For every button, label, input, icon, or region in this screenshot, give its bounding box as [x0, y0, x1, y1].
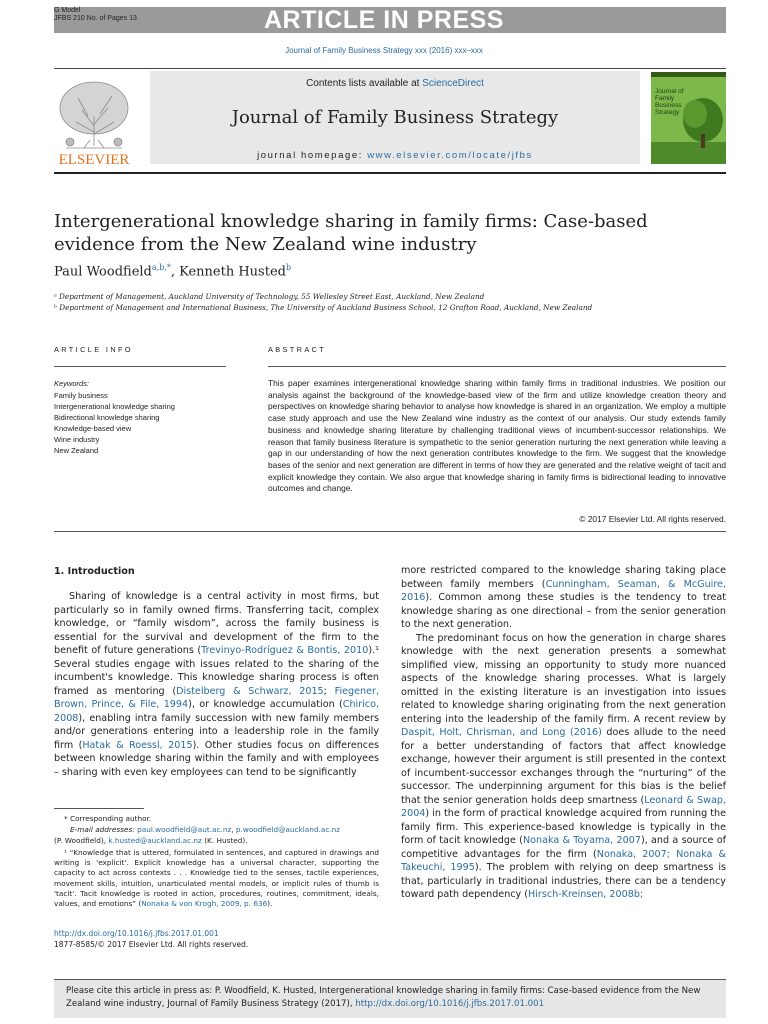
- keyword-item: Wine industry: [54, 435, 100, 444]
- abstract-rule: [268, 366, 726, 367]
- author-list: [54, 263, 291, 279]
- email-link[interactable]: p.woodfield@auckland.ac.nz: [235, 825, 341, 834]
- text-span: ;: [323, 685, 335, 697]
- journal-reference-link[interactable]: Journal of Family Business Strategy xxx (2016) xxx–xxx: [285, 46, 483, 55]
- issn-copyright: 1877-8585/© 2017 Elsevier Ltd. All rights reserved.: [54, 940, 249, 949]
- text-span: (K. Husted).: [201, 836, 248, 845]
- article-title: [54, 210, 694, 256]
- keyword-item: Intergenerational knowledge sharing: [54, 402, 175, 411]
- right-column-text: [401, 564, 726, 902]
- footnote-emails-cont: [54, 836, 379, 846]
- citation-link[interactable]: Chirico, 2008: [54, 699, 379, 724]
- affiliation-a: ᵃ Department of Management, Auckland University of Technology, 55 Wellesley Street East, Auckland, New Zealand: [54, 292, 485, 301]
- abstract-heading: ABSTRACT: [268, 345, 327, 354]
- article-in-press-title: ARTICLE IN PRESS: [264, 6, 504, 34]
- keyword-item: Bidirectional knowledge sharing: [54, 413, 160, 422]
- text-span: The predominant focus on how the generation in charge shares knowledge with the next generation presents a somewhat simplified view, missing an opportunity to study more nuanced aspects of the knowledge sharing processes. What is largely omitted in the existing literature is an investigation into issues related to knowledge sharing originating from the next generation entering into the leadership of the family firm. A recent review by: [401, 632, 726, 725]
- contents-prefix: Contents lists available at: [306, 78, 423, 89]
- citation-link[interactable]: Nonaka & von Krogh, 2009, p. 636: [141, 899, 268, 909]
- text-span: ,: [231, 825, 236, 834]
- intro-paragraph-1: [54, 590, 379, 779]
- doi-block: [54, 928, 248, 950]
- text-span: ). The problem with relying on deep smartness is that, particularly in traditional industries, there can be a tendency toward path dependency (: [401, 862, 726, 900]
- article-title-line1: Intergenerational knowledge sharing in family firms: Case-based: [54, 211, 648, 232]
- text-span: Please cite this article in press as: P. Woodfield, K. Husted, Intergenerational knowledge sharing in family firms: Case-based evidence from the New Zealand wine industry, Journal of Family Business Strategy (2017),: [66, 986, 701, 1009]
- citation-link[interactable]: Trevinyo-Rodríguez & Bontis, 2010: [201, 645, 369, 656]
- author-separator: ,: [170, 264, 180, 280]
- text-span: ), or knowledge accumulation (: [188, 699, 343, 710]
- footnote-corresponding: * Corresponding author.: [64, 814, 152, 823]
- cover-title: Journal of Family Business Strategy: [655, 88, 684, 116]
- text-span: ). Common among these studies is the tendency to treat knowledge sharing as one directional – from the senior generation to the next generation.: [401, 592, 726, 630]
- contents-line: [150, 78, 640, 89]
- author-husted[interactable]: Kenneth Husted: [179, 264, 286, 280]
- text-span: ) in the form of practical knowledge acquired from running the family firm. This experience-based knowledge is typically in the form of tacit knowledge (: [401, 808, 727, 846]
- homepage-prefix: journal homepage:: [257, 150, 368, 161]
- elsevier-tree-icon: [54, 76, 134, 166]
- affiliation-b: ᵇ Department of Management and International Business, The University of Auckland Business School, 12 Grafton Road, Auckland, New Zealand: [54, 303, 593, 312]
- citation-link[interactable]: Distelberg & Schwarz, 2015: [176, 685, 324, 697]
- keywords-label: Keywords:: [54, 379, 90, 388]
- left-column-text: [54, 590, 379, 779]
- author2-affiliation-mark[interactable]: b: [285, 263, 292, 272]
- author-woodfield[interactable]: Paul Woodfield: [54, 264, 152, 280]
- section-heading-introduction: 1. Introduction: [54, 566, 135, 577]
- citation-link[interactable]: Hatak & Roessl, 2015: [82, 739, 193, 751]
- gmodel-line1: G Model: [54, 7, 81, 14]
- text-span: ). Other studies focus on differences between knowledge sharing within the family and with employees – sharing with even key employees can tend to be significantly: [54, 739, 379, 778]
- citation-link[interactable]: Leonard & Swap, 2004: [401, 794, 726, 819]
- email-label: E-mail addresses:: [70, 825, 138, 834]
- journal-name: Journal of Family Business Strategy: [231, 107, 559, 128]
- header-rule-top: [54, 68, 726, 69]
- keyword-item: Knowledge-based view: [54, 424, 132, 433]
- intro-paragraph-3: [401, 632, 726, 902]
- cite-doi-link[interactable]: http://dx.doi.org/10.1016/j.jfbs.2017.01.001: [355, 999, 545, 1009]
- citation-link[interactable]: Nonaka, 2007; Nonaka & Takeuchi, 1995: [401, 848, 726, 873]
- text-span: does allude to the need for a better understanding of factors that affect knowledge exchange, however their argument is still presented in the context of incumbent-successor exchanges through the “nurturing” of the successor. The underpinning argument for this bias is the belief that the senior generation holds deep smartness (: [401, 727, 726, 806]
- cover-tree-icon: [651, 72, 726, 164]
- intro-paragraph-2-cont: [401, 564, 726, 632]
- footnote-rule: [54, 808, 144, 809]
- email-link[interactable]: k.husted@auckland.ac.nz: [108, 836, 202, 845]
- doi-link[interactable]: http://dx.doi.org/10.1016/j.jfbs.2017.01.001: [54, 929, 219, 938]
- header-rule-bottom: [54, 172, 726, 174]
- cite-this-article-text: [66, 985, 716, 1011]
- elsevier-logo[interactable]: [54, 76, 134, 166]
- journal-cover-thumbnail[interactable]: [651, 72, 726, 164]
- email-link[interactable]: paul.woodfield@aut.ac.nz: [137, 825, 232, 834]
- sciencedirect-link[interactable]: ScienceDirect: [422, 78, 484, 89]
- keyword-item: New Zealand: [54, 446, 99, 455]
- text-span: ¹ “Knowledge that is uttered, formulated in sentences, and captured in drawings and writing is 'explicit'. Explicit knowledge has a universal character, supporting the capacity to act across contexts . . . Knowledge tied to the senses, tactile experiences, movement skills, intuition, unarticulated mental models, or implicit rules of thumb is 'tacit'. Tacit knowledge is rooted in action, procedures, routines, commitment, ideals, values, and emotions” (: [54, 848, 379, 909]
- article-title-line2: evidence from the New Zealand wine industry: [54, 234, 477, 255]
- abstract-copyright: © 2017 Elsevier Ltd. All rights reserved.: [579, 514, 726, 524]
- text-span: ), and a source of competitive advantages for the firm (: [401, 835, 727, 860]
- abstract-bottom-rule: [54, 531, 726, 532]
- citation-link[interactable]: Hirsch-Kreinsen, 2008b;: [528, 889, 644, 900]
- text-span: (P. Woodfield),: [54, 836, 109, 845]
- text-span: Sharing of knowledge is a central activity in most firms, but particularly so in family owned firms. Transferring tacit, complex knowledge, or “family wisdom”, across the family business is essential for the survival and development of the firm to the benefit of future generations (: [54, 591, 379, 656]
- text-span: ), enabling intra family succession with new family members and/or generations entering into a leadership role in the family firm (: [54, 712, 379, 751]
- gmodel-label: [54, 7, 137, 23]
- abstract-text: This paper examines intergenerational knowledge sharing within family firms in traditional industries. We position our analysis against the background of the knowledge-based view of the firm and utilize knowledge creation theory and perspectives on knowledge sharing behavior to analyse how knowledge is shared in an organization. We employ a multiple case study approach and use the New Zealand wine industry as the context of our analysis. Our study extends family business and knowledge sharing literature by challenging traditional views of incumbent-successor relationships. We reason that family business literature is sympathetic to the senior generation nurturing the next generation while leaving a gap in our understanding of how the next generation contributes knowledge to the firm. We suggest that the knowledge bases of the senior and next generation are different in terms of how they are generated and the relative weight of tacit and explicit knowledge they contain. We also argue that knowledge sharing in family firms is bidirectional leading to innovative outcomes and change.: [268, 378, 726, 494]
- elsevier-wordmark: ELSEVIER: [58, 152, 130, 166]
- keyword-item: Family business: [54, 391, 108, 400]
- citation-link[interactable]: Fiegener, Brown, Prince, & File, 1994: [54, 685, 379, 710]
- journal-homepage-line: [150, 150, 640, 161]
- article-info-heading: ARTICLE INFO: [54, 345, 133, 354]
- author1-affiliation-marks[interactable]: a,b,*: [151, 263, 171, 272]
- article-info-rule: [54, 366, 226, 367]
- citation-link[interactable]: Daspit, Holt, Chrisman, and Long (2016): [401, 727, 602, 738]
- footnote-emails: [54, 825, 379, 835]
- citation-link[interactable]: Cunningham, Seaman, & McGuire, 2016: [401, 578, 727, 603]
- text-span: more restricted compared to the knowledge sharing taking place between family members (: [401, 565, 726, 590]
- homepage-link[interactable]: www.elsevier.com/locate/jfbs: [367, 150, 533, 161]
- text-span: ).¹ Several studies engage with issues related to the sharing of the incumbent's knowledge. This knowledge sharing process is often framed as mentoring (: [54, 645, 379, 697]
- footnote-1: [54, 848, 379, 909]
- text-span: ).: [267, 899, 273, 909]
- citation-link[interactable]: Nonaka & Toyama, 2007: [522, 835, 641, 846]
- gmodel-line2: JFBS 210 No. of Pages 13: [54, 15, 137, 22]
